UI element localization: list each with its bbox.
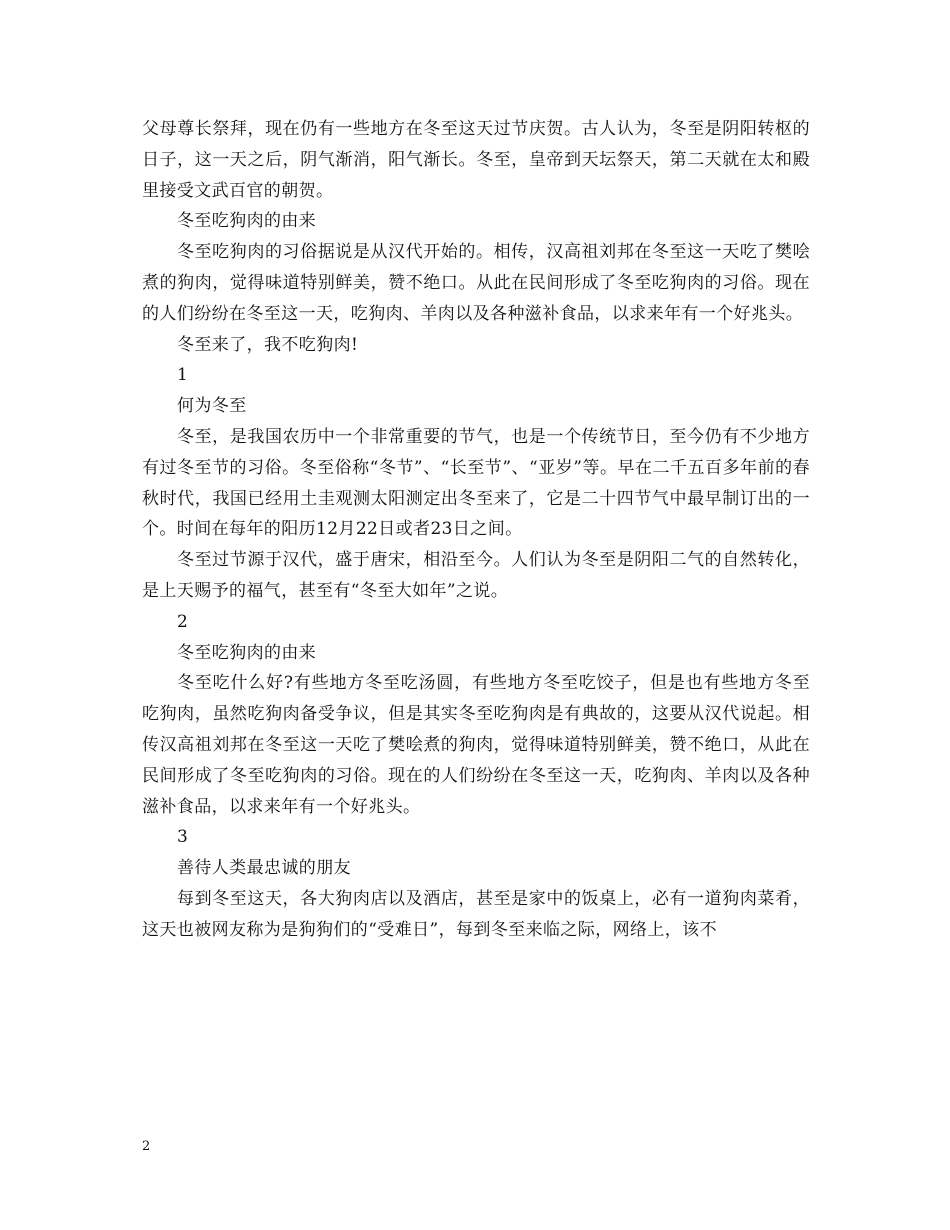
paragraph-winter-solstice-definition: 冬至，是我国农历中一个非常重要的节气，也是一个传统节日，至今仍有不少地方有过冬至节的习俗。冬至俗称“冬节”、“长至节”、“亚岁”等。早在二千五百多年前的春秋时代，我国已经用土圭观测太阳测定出冬至来了，它是二十四节气中最早制订出的一个。时间在每年的阳历12月22日或者23日之间。 — [142, 426, 810, 540]
paragraph-dog-suffering-day: 每到冬至这天，各大狗肉店以及酒店，甚至是家中的饭桌上，必有一道狗肉菜肴，这天也被网友称为是狗狗们的“受难日”，每到冬至来临之际，网络上，该不 — [142, 888, 810, 940]
heading-dog-meat-origin-2: 冬至吃狗肉的由来 — [177, 642, 317, 663]
heading-treat-friends-kindly: 善待人类最忠诚的朋友 — [177, 858, 351, 879]
section-number-3: 3 — [177, 827, 189, 848]
paragraph-what-to-eat: 冬至吃什么好?有些地方冬至吃汤圆，有些地方冬至吃饺子，但是也有些地方冬至吃狗肉，虽然吃狗肉备受争议，但是其实冬至吃狗肉是有典故的，这要从汉代说起。相传汉高祖刘邦在冬至这一天吃了樊哙煮的狗肉，觉得味道特别鲜美，赞不绝口，从此在民间形成了冬至吃狗肉的习俗。现在的人们纷纷在冬至这一天，吃狗肉、羊肉以及各种滋补食品，以求来年有一个好兆头。 — [142, 673, 810, 817]
section-number-2: 2 — [177, 611, 189, 632]
paragraph-festival-history: 冬至过节源于汉代，盛于唐宋，相沿至今。人们认为冬至是阴阳二气的自然转化，是上天赐予的福气，甚至有“冬至大如年”之说。 — [142, 550, 810, 601]
paragraph-continuation: 父母尊长祭拜，现在仍有一些地方在冬至这天过节庆贺。古人认为，冬至是阴阳转枢的日子，这一天之后，阴气渐消，阳气渐长。冬至，皇帝到天坛祭天，第二天就在太和殿里接受文武百官的朝贺。 — [142, 119, 810, 201]
heading-no-dog-meat: 冬至来了，我不吃狗肉! — [177, 334, 359, 355]
document-body — [142, 114, 810, 946]
paragraph-dog-meat-custom: 冬至吃狗肉的习俗据说是从汉代开始的。相传，汉高祖刘邦在冬至这一天吃了樊哙煮的狗肉，觉得味道特别鲜美，赞不绝口。从此在民间形成了冬至吃狗肉的习俗。现在的人们纷纷在冬至这一天，吃狗肉、羊肉以及各种滋补食品，以求来年有一个好兆头。 — [142, 242, 810, 324]
page-number: 2 — [142, 1139, 151, 1154]
section-number-1: 1 — [177, 365, 189, 386]
heading-what-is-winter-solstice: 何为冬至 — [177, 396, 247, 417]
heading-dog-meat-origin: 冬至吃狗肉的由来 — [177, 211, 317, 232]
